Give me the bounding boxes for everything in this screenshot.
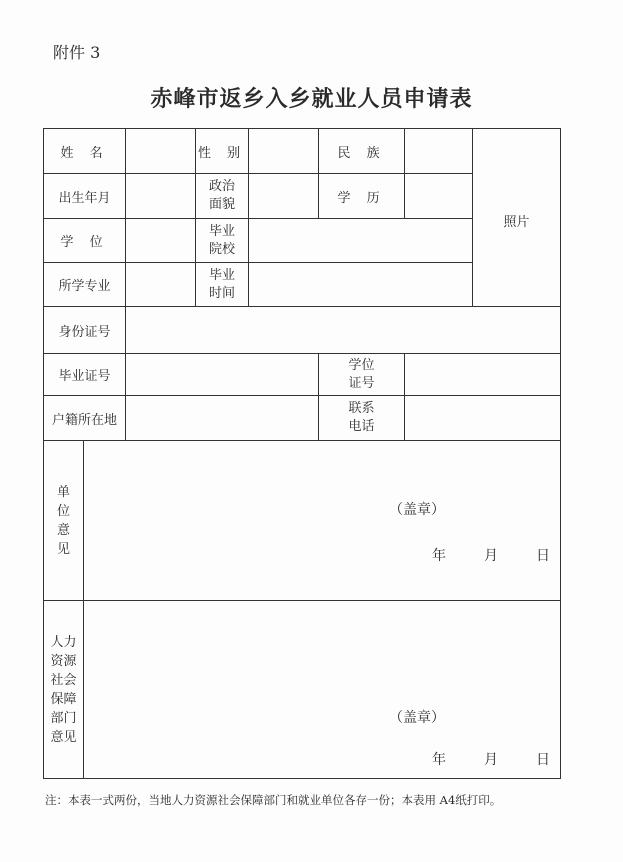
household-field[interactable] bbox=[126, 396, 319, 441]
graduation-time-field[interactable] bbox=[249, 263, 473, 307]
graduation-time-label: 毕业 时间 bbox=[196, 263, 249, 307]
major-field[interactable] bbox=[126, 263, 196, 307]
major-label: 所学专业 bbox=[44, 263, 126, 307]
unit-date: 年 月 日 bbox=[432, 548, 551, 564]
unit-opinion-label: 单 位 意 见 bbox=[44, 441, 84, 601]
attachment-label: 附件 3 bbox=[53, 43, 101, 62]
degree-label: 学 位 bbox=[44, 219, 126, 263]
birth-label: 出生年月 bbox=[44, 174, 126, 219]
form-title: 赤峰市返乡入乡就业人员申请表 bbox=[150, 86, 473, 112]
birth-field[interactable] bbox=[126, 174, 196, 219]
hr-seal-text: （盖章） bbox=[389, 710, 446, 726]
diploma-number-field[interactable] bbox=[126, 354, 319, 396]
footnote: 注：本表一式两份，当地人力资源社会保障部门和就业单位各存一份；本表用 A4纸打印。 bbox=[45, 793, 502, 807]
contact-label: 联系 电话 bbox=[319, 396, 405, 441]
application-form-table bbox=[43, 128, 561, 779]
name-field[interactable] bbox=[126, 129, 196, 174]
photo-box[interactable] bbox=[473, 129, 561, 307]
education-label: 学 历 bbox=[319, 174, 405, 219]
hr-opinion-field[interactable] bbox=[84, 601, 561, 779]
degree-field[interactable] bbox=[126, 219, 196, 263]
gender-label: 性 别 bbox=[196, 129, 249, 174]
education-field[interactable] bbox=[405, 174, 473, 219]
name-label: 姓 名 bbox=[44, 129, 126, 174]
school-field[interactable] bbox=[249, 219, 473, 263]
photo-label: 照片 bbox=[503, 215, 530, 230]
diploma-number-label: 毕业证号 bbox=[44, 354, 126, 396]
contact-field[interactable] bbox=[405, 396, 561, 441]
gender-field[interactable] bbox=[249, 129, 319, 174]
id-number-label: 身份证号 bbox=[44, 307, 126, 354]
ethnicity-field[interactable] bbox=[405, 129, 473, 174]
id-number-field[interactable] bbox=[126, 307, 561, 354]
degree-cert-label: 学位 证号 bbox=[319, 354, 405, 396]
ethnicity-label: 民 族 bbox=[319, 129, 405, 174]
degree-cert-field[interactable] bbox=[405, 354, 561, 396]
school-label: 毕业 院校 bbox=[196, 219, 249, 263]
unit-seal-text: （盖章） bbox=[389, 502, 446, 518]
household-label: 户籍所在地 bbox=[44, 396, 126, 441]
hr-date: 年 月 日 bbox=[432, 752, 551, 768]
hr-opinion-label: 人力 资源 社会 保障 部门 意见 bbox=[44, 601, 84, 779]
political-status-label: 政治 面貌 bbox=[196, 174, 249, 219]
unit-opinion-field[interactable] bbox=[84, 441, 561, 601]
political-status-field[interactable] bbox=[249, 174, 319, 219]
